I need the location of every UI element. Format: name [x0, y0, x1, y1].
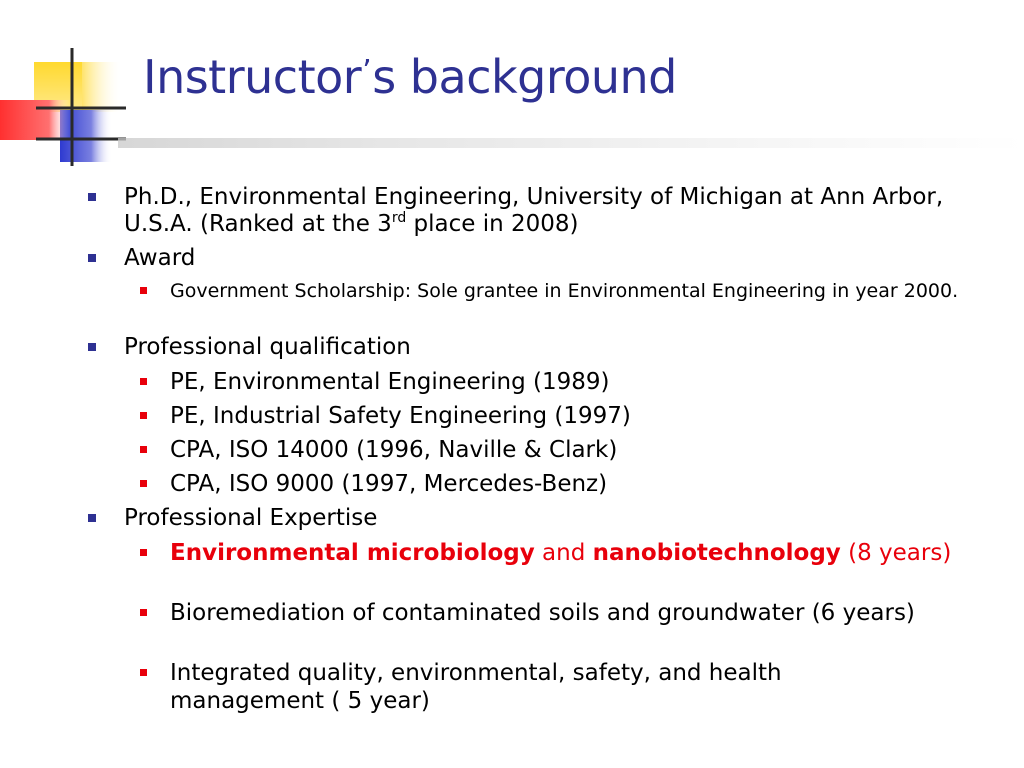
title-text-start: Instructor [143, 50, 362, 104]
phd-superscript: rd [391, 210, 407, 226]
qualification-label: Professional qualification [124, 334, 411, 360]
sub-bullet-expertise [170, 539, 970, 567]
sub-bullet-expertise [170, 659, 890, 715]
bullet-square-icon [140, 549, 147, 556]
bullet-square-icon [88, 254, 96, 262]
expertise-item: Bioremediation of contaminated soils and groundwater (6 years) [170, 600, 915, 626]
sub-bullet-qualification [170, 470, 607, 498]
expertise-label: Professional Expertise [124, 505, 378, 531]
sub-bullet-qualification [170, 402, 631, 430]
qualification-item: PE, Environmental Engineering (1989) [170, 369, 610, 395]
qualification-item: CPA, ISO 14000 (1996, Naville & Clark) [170, 437, 618, 463]
bullet-square-icon [88, 343, 96, 351]
bullet-square-icon [140, 412, 147, 419]
qualification-item: PE, Industrial Safety Engineering (1997) [170, 403, 631, 429]
bullet-award [124, 245, 195, 272]
expertise-item: Integrated quality, environmental, safety, and health management ( 5 year) [170, 660, 782, 714]
bullet-square-icon [140, 378, 147, 385]
award-label: Award [124, 245, 196, 271]
bullet-square-icon [140, 669, 147, 676]
qualification-item: CPA, ISO 9000 (1997, Mercedes-Benz) [170, 471, 608, 497]
bullet-phd [124, 184, 944, 238]
expertise-duration: (8 years) [840, 540, 952, 566]
sub-bullet-qualification [170, 436, 617, 464]
title-apostrophe: ’ [362, 54, 372, 89]
phd-text-start: Ph.D., Environmental Engineering, University of Michigan at Ann Arbor, U.S.A. (Ranked at the 3 [124, 184, 944, 237]
expertise-highlight-microbiology: Environmental microbiology [170, 540, 535, 566]
title-text-end: s background [372, 50, 677, 104]
expertise-connector: and [534, 540, 593, 566]
sub-bullet-expertise [170, 599, 930, 627]
bullet-square-icon [140, 446, 147, 453]
sub-bullet-scholarship [170, 279, 960, 304]
phd-text-end: place in 2008) [406, 211, 579, 237]
sub-bullet-qualification [170, 368, 609, 396]
bullet-expertise [124, 505, 377, 532]
bullet-square-icon [88, 193, 96, 201]
bullet-square-icon [140, 287, 147, 294]
bullet-qualification [124, 334, 411, 361]
bullet-square-icon [140, 480, 147, 487]
expertise-highlight-nanobiotech: nanobiotechnology [592, 540, 841, 566]
bullet-square-icon [140, 609, 147, 616]
scholarship-text: Government Scholarship: Sole grantee in Environmental Engineering in year 2000. [170, 280, 959, 302]
bullet-square-icon [88, 514, 96, 522]
